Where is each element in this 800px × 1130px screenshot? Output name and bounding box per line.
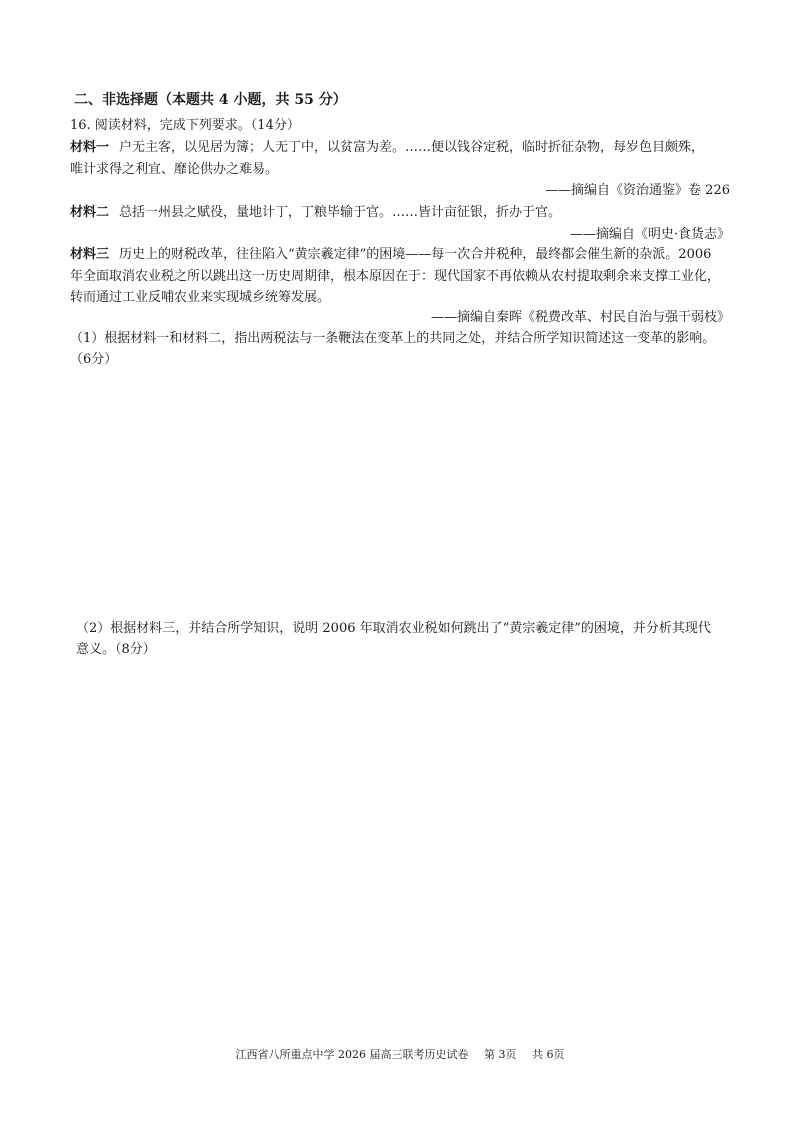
footer-page-number: 第 3页 bbox=[484, 1048, 517, 1061]
footer-exam-title: 江西省八所重点中学 2026 届高三联考历史试卷 bbox=[235, 1048, 469, 1061]
material-1-label: 材料一 bbox=[70, 140, 110, 155]
material-1-text-cont: 唯计求得之利宜、靡论供办之难易。 bbox=[70, 162, 279, 177]
material-2-text: 总括一州县之赋役，量地计丁，丁粮毕输于官。……皆计亩征银，折办于官。 bbox=[119, 205, 562, 220]
question-stem: 16. 阅读材料，完成下列要求。（14分） bbox=[70, 118, 300, 133]
section-heading: 二、非选择题（本题共 4 小题，共 55 分） bbox=[74, 92, 347, 108]
material-3-text: 历史上的财税改革，往往陷入“黄宗羲定律”的困境——每一次合并税种，最终都会催生新的杂派。2006 bbox=[119, 247, 712, 262]
material-3-text-cont: 年全面取消农业税之所以跳出这一历史周期律，根本原因在于：现代国家不再依赖从农村提取剩余来支撑工业化， bbox=[70, 269, 721, 284]
material-2-source: ——摘编自《明史·食货志》 bbox=[569, 227, 730, 242]
material-1-source: ——摘编自《资治通鉴》卷 226 bbox=[545, 183, 730, 198]
material-3-text-cont2: 转而通过工业反哺农业来实现城乡统筹发展。 bbox=[70, 290, 331, 305]
material-3-label: 材料三 bbox=[70, 247, 110, 262]
footer-total-pages: 共 6页 bbox=[532, 1048, 565, 1061]
material-1-text: 户无主客，以见居为簿；人无丁中，以贫富为差。……便以钱谷定税，临时折征杂物，每岁色目颇殊， bbox=[119, 140, 705, 155]
material-3-source: ——摘编自秦晖《税费改革、村民自治与强干弱枝》 bbox=[430, 310, 730, 325]
material-2-label: 材料二 bbox=[70, 205, 110, 220]
page-footer bbox=[0, 1046, 800, 1062]
